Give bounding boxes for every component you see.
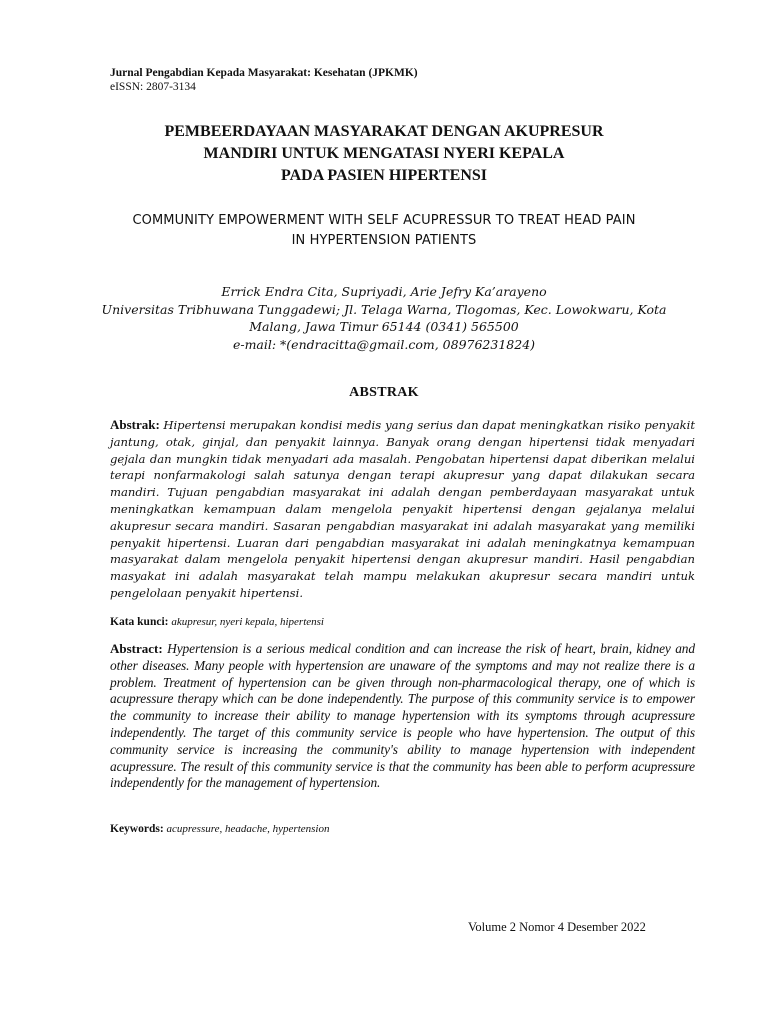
abstrak-heading: ABSTRAK [349, 385, 419, 400]
keywords-label: Keywords: [110, 823, 167, 835]
abstract-paragraph [110, 641, 695, 792]
affiliation-line: Malang, Jawa Timur 65144 (0341) 565500 [249, 319, 519, 334]
kata-kunci-line [110, 615, 324, 629]
title-en-line: COMMUNITY EMPOWERMENT WITH SELF ACUPRESSUR TO TREAT HEAD PAIN [132, 213, 636, 228]
abstract-text: Hypertension is a serious medical condition and can increase the risk of heart, brain, kidney and other diseases. Many people with hypertension are unaware of the symptoms and may not realize there is a problem. Treatment of hypertension can be given through non-pharmacological therapy, one of which is acupressure therapy which can be done independently. The purpose of this community service is to empower the community to increase their ability to manage hypertension with its symptoms through acupressure independently. The target of this community service is people who have hypertension. The output of this community service is increasing the community's ability to manage hypertension with independent acupressure. The result of this community service is that the community has been able to perform acupressure independently for the management of hypertension. [110, 641, 695, 791]
author-block [100, 283, 668, 353]
journal-issn: eISSN: 2807-3134 [110, 81, 196, 93]
page-footer: Volume 2 Nomor 4 Desember 2022 [468, 920, 646, 934]
abstrak-paragraph [110, 417, 695, 602]
journal-name: Jurnal Pengabdian Kepada Masyarakat: Kesehatan (JPKMK) [110, 67, 418, 79]
author-names: Errick Endra Cita, Supriyadi, Arie Jefry Ka’arayeno [221, 284, 547, 299]
author-email: e-mail: *(endracitta@gmail.com, 08976231824) [232, 336, 536, 352]
kata-kunci-label: Kata kunci: [110, 616, 172, 628]
abstrak-text: Hipertensi merupakan kondisi medis yang serius dan dapat meningkatkan risiko penyakit jantung, otak, ginjal, dan penyakit lainnya. Banyak orang dengan hipertensi tidak menyadari gejala dan mungkin tidak menyadari ada masalah. Pengobatan hipertensi dapat diberikan melalui terapi nonfarmakologi salah satunya dengan terapi akupresur yang dapat dilakukan secara mandiri. Tujuan pengabdian masyarakat ini adalah dengan pemberdayaan masyarakat untuk meningkatkan kemampuan dalam mengelola penyakit hipertensi dengan gejalanya melalui akupresur secara mandiri. Sasaran pengabdian masyarakat ini adalah masyarakat yang memiliki penyakit hipertensi. Luaran dari pengabdian masyarakat ini adalah meningkatnya kemampuan masyarakat dalam mengelola penyakit hipertensi dengan akupresur mandiri. Hasil pengabdian masyakat ini adalah masyarakat telah mampu melakukan akupresur secara mandiri untuk pengelolaan penyakit hipertensi. [110, 418, 695, 600]
keywords-line [110, 822, 329, 836]
title-indonesian [80, 121, 688, 187]
title-id-line: PADA PASIEN HIPERTENSI [281, 167, 487, 184]
title-id-line: PEMBEERDAYAAN MASYARAKAT DENGAN AKUPRESUR [164, 123, 604, 140]
abstrak-label: Abstrak: [110, 417, 164, 432]
keywords-text: acupressure, headache, hypertension [166, 823, 330, 835]
title-english [80, 211, 688, 251]
affiliation-line: Universitas Tribhuwana Tunggadewi; Jl. Telaga Warna, Tlogomas, Kec. Lowokwaru, Kota [101, 301, 667, 317]
kata-kunci-text: akupresur, nyeri kepala, hipertensi [171, 616, 324, 628]
title-en-line: IN HYPERTENSION PATIENTS [291, 233, 477, 248]
abstract-label: Abstract: [110, 641, 168, 656]
title-id-line: MANDIRI UNTUK MENGATASI NYERI KEPALA [203, 145, 565, 162]
